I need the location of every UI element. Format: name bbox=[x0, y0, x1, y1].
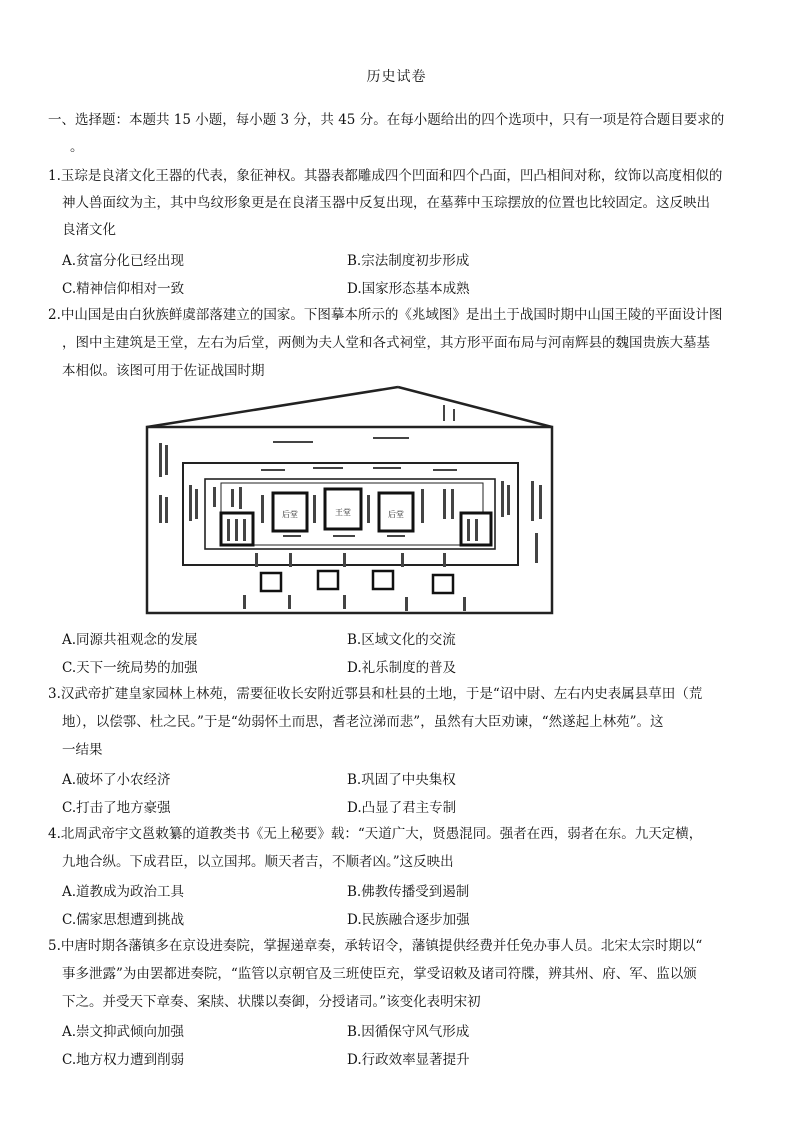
section-instruction-cont: 。 bbox=[70, 139, 84, 155]
option-b[interactable]: B.佛教传播受到遏制 bbox=[347, 884, 470, 900]
question-stem-line: 3.汉武帝扩建皇家园林上林苑，需要征收长安附近鄠县和杜县的土地，于是“诏中尉、左右内史表属县草田（荒 bbox=[48, 686, 703, 702]
option-c[interactable]: C.打击了地方豪强 bbox=[62, 800, 171, 816]
option-d[interactable]: D.凸显了君主专制 bbox=[347, 800, 457, 816]
option-c[interactable]: C.儒家思想遭到挑战 bbox=[62, 912, 185, 928]
option-a[interactable]: A.同源共祖观念的发展 bbox=[62, 632, 198, 648]
question-stem-line: 1.玉琮是良渚文化王器的代表，象征神权。其器表都雕成四个凹面和四个凸面，凹凸相间对称，纹饰以高度相似的 bbox=[48, 168, 723, 184]
question-stem-line: ，图中主建筑是王堂，左右为后堂，两侧为夫人堂和各式祠堂，其方形平面布局与河南辉县的魏国贵族大墓基 bbox=[62, 335, 710, 351]
question-stem-line: 地），以偿鄠、杜之民。”于是“幼弱怀土而思，耆老泣涕而悲”，虽然有大臣劝谏，“然遂起上林苑”。这 bbox=[62, 714, 664, 730]
hall-label: 后堂 bbox=[388, 510, 404, 519]
option-d[interactable]: D.民族融合逐步加强 bbox=[347, 912, 470, 928]
option-b[interactable]: B.巩固了中央集权 bbox=[347, 772, 456, 788]
option-a[interactable]: A.破坏了小农经济 bbox=[62, 772, 171, 788]
option-d[interactable]: D.国家形态基本成熟 bbox=[347, 281, 470, 297]
question-stem-line: 九地合纵。下成君臣，以立国邦。顺天者吉，不顺者凶。”这反映出 bbox=[62, 854, 454, 870]
option-b[interactable]: B.宗法制度初步形成 bbox=[347, 253, 470, 269]
question-stem-line: 4.北周武帝宇文邕敕纂的道教类书《无上秘要》载：“天道广大，贤愚混同。强者在西，弱者在东。九天定横， bbox=[48, 826, 703, 842]
question-stem-line: 神人兽面纹为主，其中鸟纹形象更是在良渚玉器中反复出现，在墓葬中玉琮摆放的位置也比较固定。这反映出 bbox=[62, 195, 710, 211]
question-stem-line: 下之。并受天下章奏、案牍、状牒以奏御，分授诸司。”该变化表明宋初 bbox=[62, 994, 481, 1010]
option-b[interactable]: B.因循保守风气形成 bbox=[347, 1024, 470, 1040]
hall-label: 王堂 bbox=[335, 508, 351, 517]
question-stem-line: 一结果 bbox=[62, 742, 103, 758]
zhaoyu-map-figure bbox=[143, 385, 556, 617]
section-instruction: 一、选择题：本题共 15 小题，每小题 3 分，共 45 分。在每小题给出的四个选项中，只有一项是符合题目要求的 bbox=[48, 112, 725, 128]
option-c[interactable]: C.精神信仰相对一致 bbox=[62, 281, 185, 297]
hall-label: 后堂 bbox=[282, 510, 298, 519]
option-d[interactable]: D.行政效率显著提升 bbox=[347, 1052, 470, 1068]
option-a[interactable]: A.崇文抑武倾向加强 bbox=[62, 1024, 185, 1040]
question-stem-line: 2.中山国是由白狄族鲜虞部落建立的国家。下图摹本所示的《兆域图》是出土于战国时期中山国王陵的平面设计图 bbox=[48, 307, 723, 323]
option-c[interactable]: C.天下一统局势的加强 bbox=[62, 660, 198, 676]
question-stem-line: 良渚文化 bbox=[62, 222, 116, 238]
question-stem-line: 5.中唐时期各藩镇多在京设进奏院，掌握递章奏，承转诏令，藩镇提供经费并任免办事人员。北宋太宗时期以“ bbox=[48, 938, 703, 954]
option-a[interactable]: A.道教成为政治工具 bbox=[62, 884, 185, 900]
option-d[interactable]: D.礼乐制度的普及 bbox=[347, 660, 457, 676]
option-a[interactable]: A.贫富分化已经出现 bbox=[62, 253, 185, 269]
question-stem-line: 本相似。该图可用于佐证战国时期 bbox=[62, 363, 265, 379]
option-c[interactable]: C.地方权力遭到削弱 bbox=[62, 1052, 185, 1068]
page-title: 历史试卷 bbox=[366, 69, 427, 85]
option-b[interactable]: B.区域文化的交流 bbox=[347, 632, 456, 648]
question-stem-line: 事多泄露”为由罢都进奏院，“监管以京朝官及三班使臣充，掌受诏敕及诸司符牒，辨其州、府、军、监以颁 bbox=[62, 966, 697, 982]
